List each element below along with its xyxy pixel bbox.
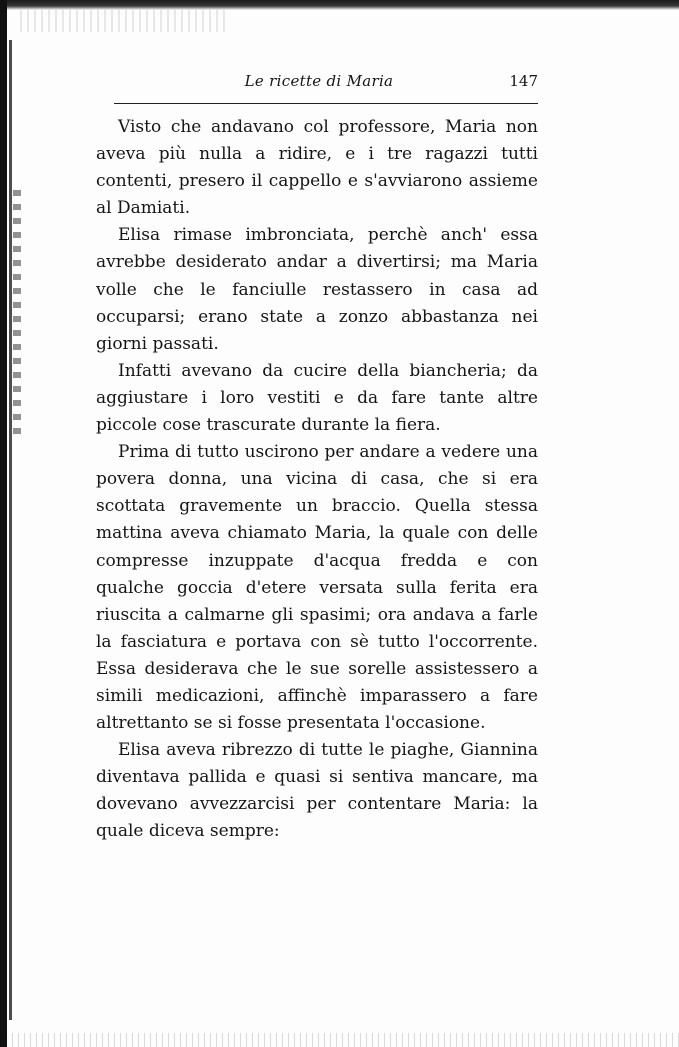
- paragraph-4: Prima di tutto uscirono per andare a vedere una povera donna, una vicina di casa, che si era scottata gravemente un braccio. Quella stessa mattina aveva chiamato Maria, la quale con delle compresse inzuppate d'acqua fredda e con qualche goccia d'etere versata sulla ferita era riuscita a calmarne gli spasimi; ora andava a farle la fasciatura e portava con sè tutto l'occorrente. Essa desiderava che le sue sorelle assistessero a simili medicazioni, affinchè imparassero a fare altrettanto se si fosse presentata l'occasione.: [96, 442, 538, 734]
- paragraph-1: Visto che andavano col professore, Maria non aveva più nulla a ridire, e i tre ragazzi tutti contenti, presero il cappello e s'avviarono assieme al Damiati.: [96, 117, 538, 219]
- body-text: [96, 114, 538, 846]
- page-number: 147: [509, 72, 538, 90]
- paragraph-3: Infatti avevano da cucire della biancheria; da aggiustare i loro vestiti e da fare tante altre piccole cose trascurate durante la fiera.: [96, 360, 538, 436]
- scan-top-noise: [20, 10, 230, 32]
- scan-left-marks: [13, 190, 21, 440]
- paragraph-5: Elisa aveva ribrezzo di tutte le piaghe, Giannina diventava pallida e quasi si sentiva mancare, ma dovevano avvezzarcisi per contentare Maria: la quale diceva sempre:: [96, 740, 538, 842]
- scan-top-edge: [0, 0, 679, 10]
- header-rule: [114, 103, 538, 104]
- page-header: [96, 72, 542, 96]
- scan-binding-shadow: [9, 40, 12, 1020]
- paragraph-2: Elisa rimase imbronciata, perchè anch' essa avrebbe desiderato andar a divertirsi; ma Maria volle che le fanciulle restassero in casa ad occuparsi; erano state a zonzo abbastanza nei giorni passati.: [96, 225, 538, 354]
- running-title: Le ricette di Maria: [244, 72, 394, 90]
- scan-left-edge: [0, 0, 7, 1047]
- scan-bottom-noise: [0, 1033, 679, 1047]
